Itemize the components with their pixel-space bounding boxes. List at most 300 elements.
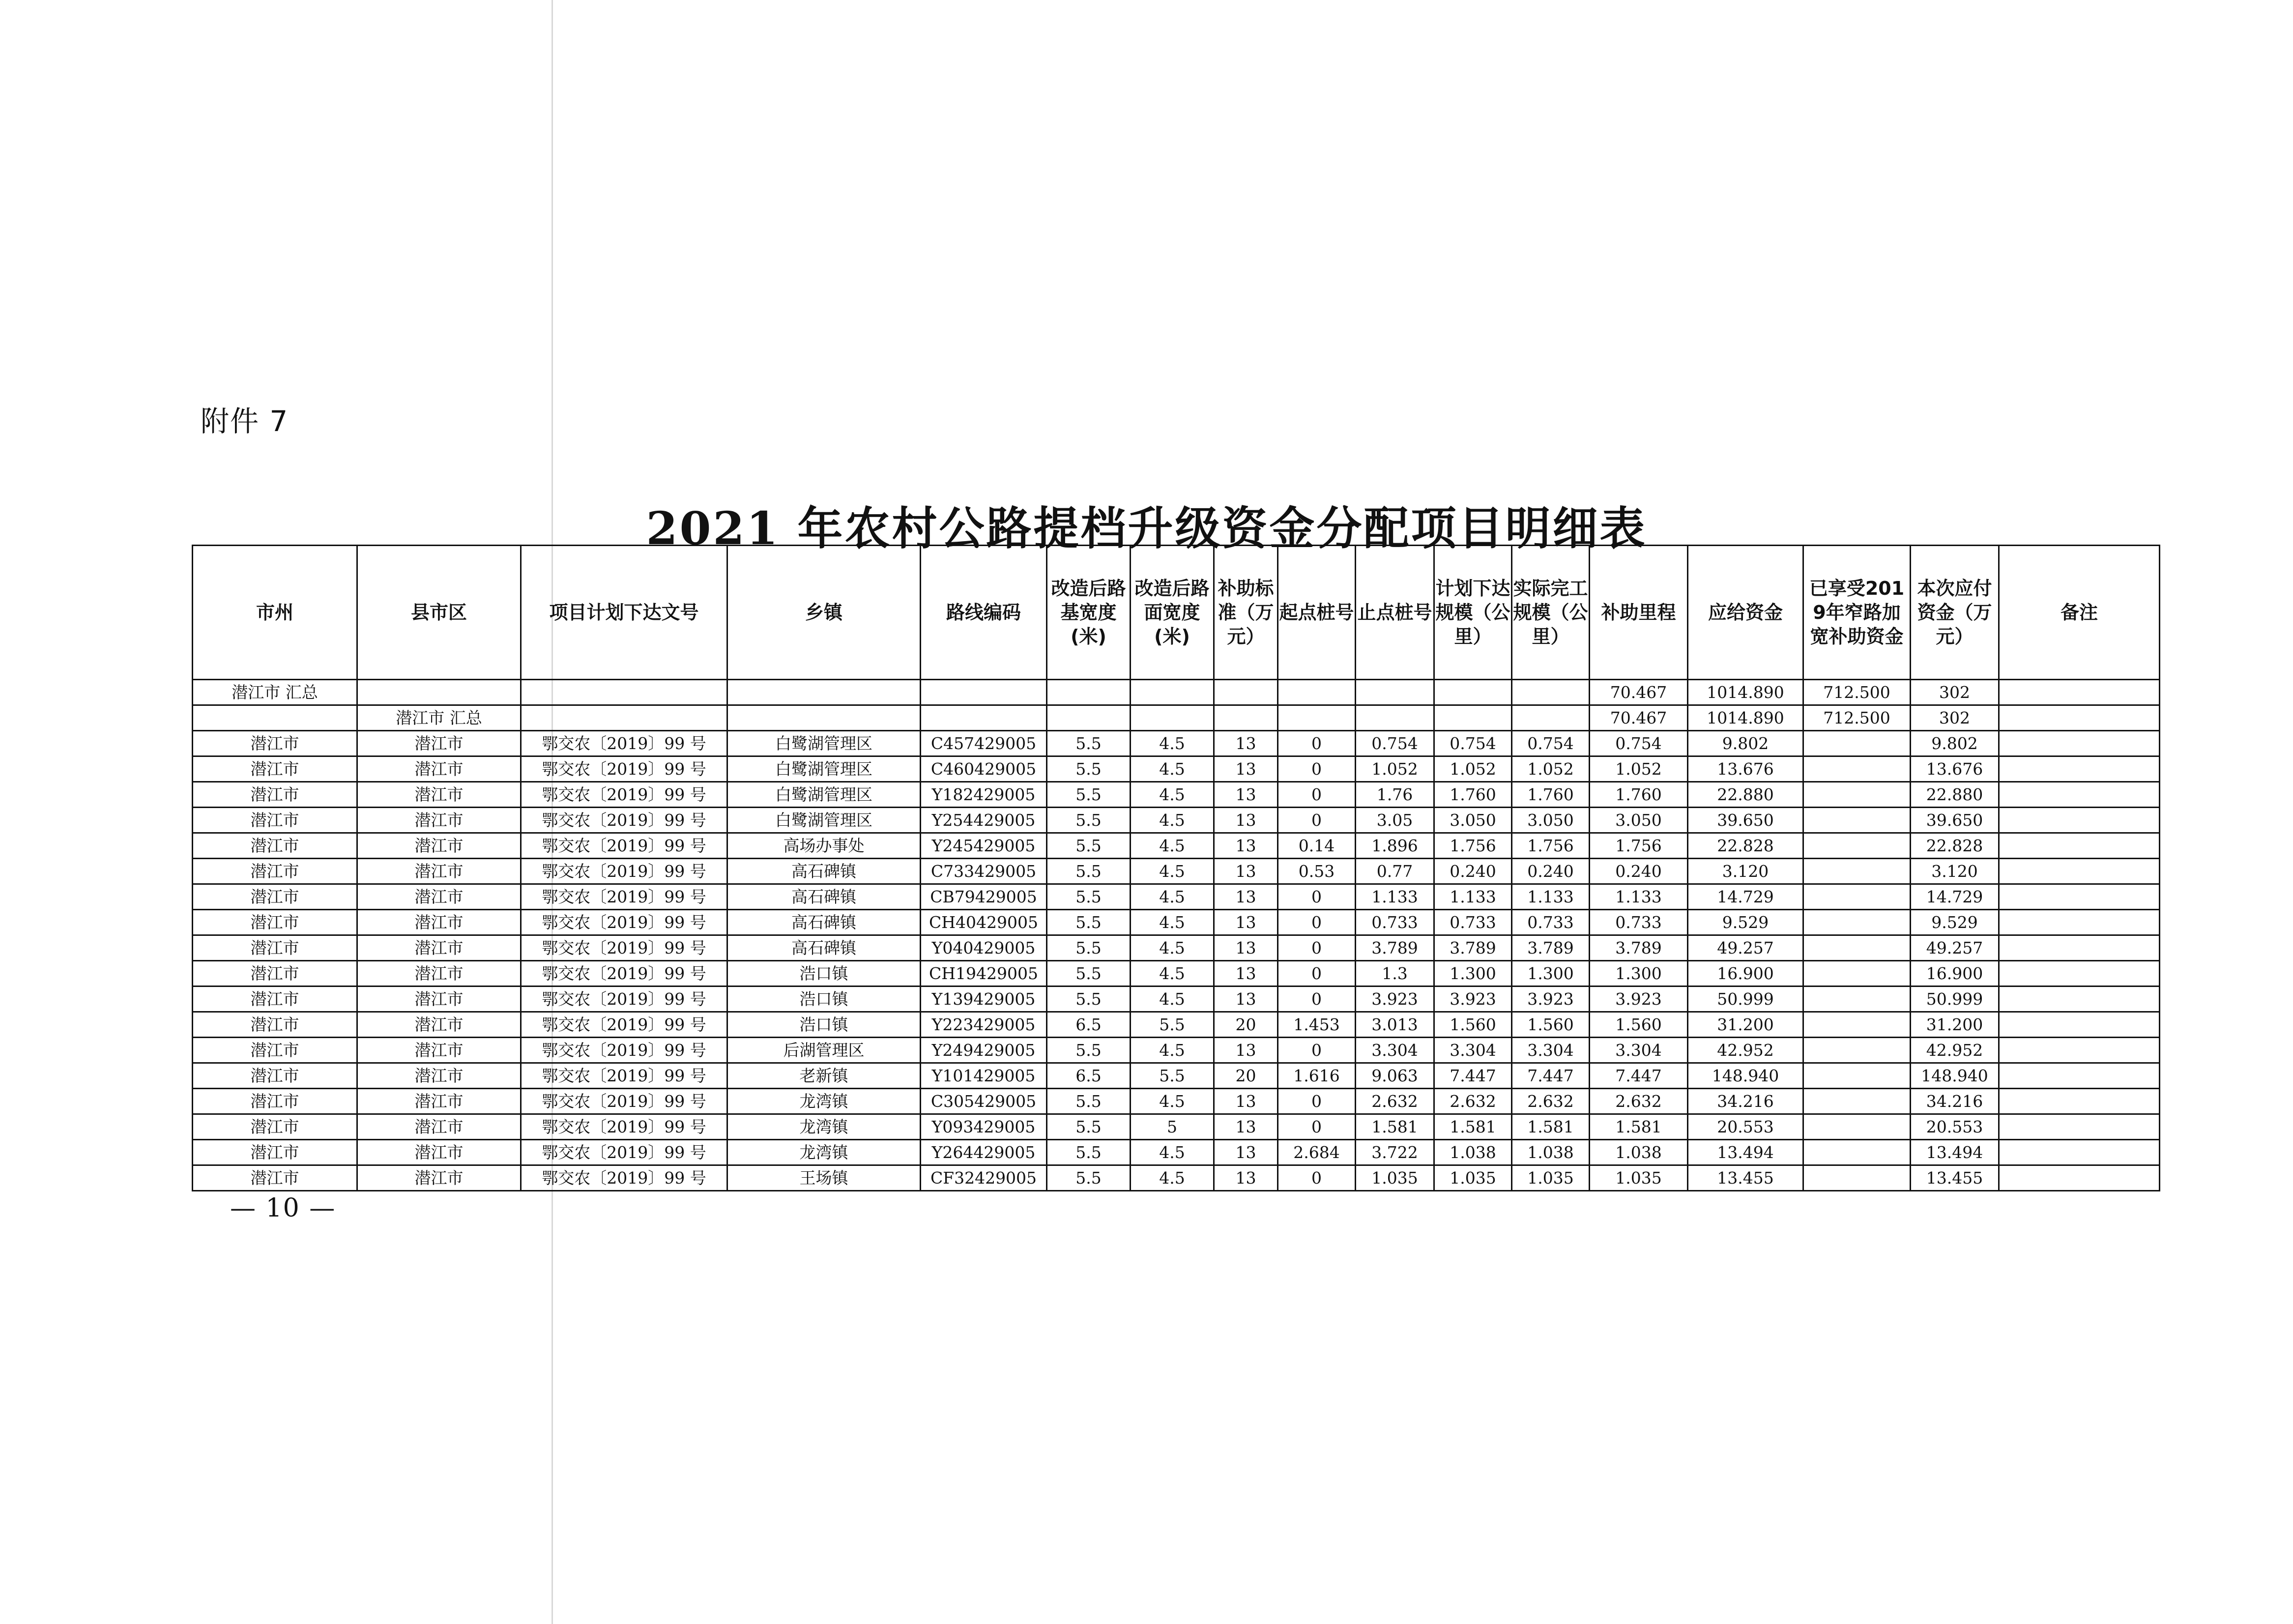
- cell-subsidy-mileage: 1.560: [1590, 1012, 1688, 1038]
- cell-completed-scale: 7.447: [1512, 1063, 1590, 1089]
- cell-subsidy-mileage: 70.467: [1590, 680, 1688, 705]
- cell-county: 潜江市: [357, 1089, 521, 1114]
- cell-pavement-width: [1131, 680, 1214, 705]
- table-row: [193, 859, 2160, 884]
- cell-entitled-funds: 1014.890: [1688, 705, 1803, 731]
- cell-plan-document: 鄂交农〔2019〕99 号: [521, 1012, 727, 1038]
- cell-entitled-funds: 22.828: [1688, 833, 1803, 859]
- cell-start-stake: 0: [1278, 1038, 1356, 1063]
- cell-planned-scale: 0.733: [1434, 910, 1512, 935]
- cell-payable-funds: 22.880: [1911, 782, 1999, 808]
- cell-payable-funds: 14.729: [1911, 884, 1999, 910]
- cell-completed-scale: 0.733: [1512, 910, 1590, 935]
- cell-county: 潜江市: [357, 1165, 521, 1191]
- cell-subsidy-mileage: 3.923: [1590, 986, 1688, 1012]
- cell-plan-document: [521, 705, 727, 731]
- cell-remarks: [1999, 935, 2160, 961]
- cell-roadbed-width: 5.5: [1047, 1165, 1131, 1191]
- header-pavement-width: 改造后路面宽度(米): [1131, 546, 1214, 680]
- cell-end-stake: 3.304: [1356, 1038, 1434, 1063]
- cell-roadbed-width: 5.5: [1047, 884, 1131, 910]
- cell-entitled-funds: 20.553: [1688, 1114, 1803, 1140]
- cell-city: 潜江市: [193, 1063, 357, 1089]
- cell-township: 龙湾镇: [727, 1114, 921, 1140]
- table-row: [193, 782, 2160, 808]
- cell-planned-scale: 1.760: [1434, 782, 1512, 808]
- cell-subsidy-standard: 13: [1214, 808, 1278, 833]
- cell-subsidy-standard: 13: [1214, 884, 1278, 910]
- document-title: 2021 年农村公路提档升级资金分配项目明细表: [646, 502, 1647, 555]
- cell-payable-funds: 9.802: [1911, 731, 1999, 756]
- page-number: — 10 —: [230, 1193, 336, 1223]
- cell-prior-subsidy: [1803, 731, 1911, 756]
- cell-county: 潜江市: [357, 1114, 521, 1140]
- cell-entitled-funds: 22.880: [1688, 782, 1803, 808]
- header-remarks: 备注: [1999, 546, 2160, 680]
- attachment-label: 附件 7: [201, 405, 289, 438]
- cell-payable-funds: 302: [1911, 680, 1999, 705]
- cell-roadbed-width: 6.5: [1047, 1063, 1131, 1089]
- header-county: 县市区: [357, 546, 521, 680]
- cell-roadbed-width: 5.5: [1047, 1140, 1131, 1165]
- cell-pavement-width: 4.5: [1131, 808, 1214, 833]
- cell-prior-subsidy: [1803, 910, 1911, 935]
- cell-pavement-width: 4.5: [1131, 782, 1214, 808]
- cell-planned-scale: [1434, 680, 1512, 705]
- cell-prior-subsidy: 712.500: [1803, 680, 1911, 705]
- cell-entitled-funds: 16.900: [1688, 961, 1803, 986]
- cell-city: 潜江市: [193, 910, 357, 935]
- cell-payable-funds: 20.553: [1911, 1114, 1999, 1140]
- cell-completed-scale: 1.035: [1512, 1165, 1590, 1191]
- cell-plan-document: 鄂交农〔2019〕99 号: [521, 986, 727, 1012]
- cell-township: 龙湾镇: [727, 1140, 921, 1165]
- header-city: 市州: [193, 546, 357, 680]
- cell-county: 潜江市: [357, 986, 521, 1012]
- cell-township: [727, 680, 921, 705]
- cell-remarks: [1999, 1140, 2160, 1165]
- cell-payable-funds: 22.828: [1911, 833, 1999, 859]
- cell-prior-subsidy: [1803, 1114, 1911, 1140]
- cell-route-code: Y223429005: [921, 1012, 1047, 1038]
- table-row: [193, 1089, 2160, 1114]
- cell-remarks: [1999, 1165, 2160, 1191]
- cell-plan-document: 鄂交农〔2019〕99 号: [521, 756, 727, 782]
- cell-remarks: [1999, 731, 2160, 756]
- cell-prior-subsidy: [1803, 1038, 1911, 1063]
- cell-city: 潜江市: [193, 884, 357, 910]
- cell-city: 潜江市 汇总: [193, 680, 357, 705]
- cell-end-stake: 0.77: [1356, 859, 1434, 884]
- cell-subsidy-standard: 13: [1214, 1089, 1278, 1114]
- cell-prior-subsidy: [1803, 1012, 1911, 1038]
- table-row: [193, 833, 2160, 859]
- cell-payable-funds: 50.999: [1911, 986, 1999, 1012]
- cell-subsidy-standard: 13: [1214, 935, 1278, 961]
- cell-completed-scale: 1.760: [1512, 782, 1590, 808]
- cell-completed-scale: 3.789: [1512, 935, 1590, 961]
- cell-county: 潜江市: [357, 935, 521, 961]
- header-completed-scale: 实际完工规模（公里）: [1512, 546, 1590, 680]
- cell-end-stake: 1.896: [1356, 833, 1434, 859]
- cell-county: 潜江市: [357, 731, 521, 756]
- cell-subsidy-standard: 13: [1214, 782, 1278, 808]
- cell-remarks: [1999, 1063, 2160, 1089]
- cell-subsidy-mileage: 0.240: [1590, 859, 1688, 884]
- cell-roadbed-width: 5.5: [1047, 756, 1131, 782]
- cell-city: 潜江市: [193, 833, 357, 859]
- cell-end-stake: [1356, 680, 1434, 705]
- cell-start-stake: 0: [1278, 1089, 1356, 1114]
- cell-roadbed-width: [1047, 680, 1131, 705]
- cell-township: 高场办事处: [727, 833, 921, 859]
- cell-route-code: Y093429005: [921, 1114, 1047, 1140]
- cell-payable-funds: 31.200: [1911, 1012, 1999, 1038]
- cell-route-code: Y040429005: [921, 935, 1047, 961]
- cell-end-stake: 2.632: [1356, 1089, 1434, 1114]
- cell-end-stake: 1.133: [1356, 884, 1434, 910]
- cell-completed-scale: [1512, 705, 1590, 731]
- cell-county: 潜江市: [357, 1063, 521, 1089]
- cell-county: [357, 680, 521, 705]
- cell-subsidy-standard: 13: [1214, 833, 1278, 859]
- cell-completed-scale: 1.581: [1512, 1114, 1590, 1140]
- cell-county: 潜江市: [357, 961, 521, 986]
- cell-start-stake: 0.53: [1278, 859, 1356, 884]
- cell-township: 白鹭湖管理区: [727, 731, 921, 756]
- cell-city: 潜江市: [193, 1140, 357, 1165]
- cell-remarks: [1999, 680, 2160, 705]
- cell-plan-document: 鄂交农〔2019〕99 号: [521, 731, 727, 756]
- cell-township: 老新镇: [727, 1063, 921, 1089]
- cell-payable-funds: 302: [1911, 705, 1999, 731]
- cell-route-code: C457429005: [921, 731, 1047, 756]
- cell-end-stake: [1356, 705, 1434, 731]
- cell-remarks: [1999, 782, 2160, 808]
- cell-county: 潜江市: [357, 833, 521, 859]
- header-subsidy-standard: 补助标准（万元）: [1214, 546, 1278, 680]
- cell-entitled-funds: 9.802: [1688, 731, 1803, 756]
- cell-township: 高石碑镇: [727, 859, 921, 884]
- header-planned-scale: 计划下达规模（公里）: [1434, 546, 1512, 680]
- cell-prior-subsidy: [1803, 859, 1911, 884]
- cell-planned-scale: 1.581: [1434, 1114, 1512, 1140]
- cell-route-code: CH19429005: [921, 961, 1047, 986]
- cell-start-stake: 0: [1278, 1114, 1356, 1140]
- cell-entitled-funds: 34.216: [1688, 1089, 1803, 1114]
- cell-planned-scale: 3.923: [1434, 986, 1512, 1012]
- header-start-stake: 起点桩号: [1278, 546, 1356, 680]
- cell-route-code: Y264429005: [921, 1140, 1047, 1165]
- cell-payable-funds: 39.650: [1911, 808, 1999, 833]
- cell-subsidy-mileage: 70.467: [1590, 705, 1688, 731]
- cell-subsidy-mileage: 3.789: [1590, 935, 1688, 961]
- cell-pavement-width: 4.5: [1131, 1089, 1214, 1114]
- cell-city: 潜江市: [193, 782, 357, 808]
- cell-route-code: [921, 705, 1047, 731]
- cell-planned-scale: 1.052: [1434, 756, 1512, 782]
- cell-subsidy-standard: [1214, 680, 1278, 705]
- cell-route-code: Y139429005: [921, 986, 1047, 1012]
- cell-pavement-width: 5.5: [1131, 1012, 1214, 1038]
- cell-subsidy-mileage: 3.050: [1590, 808, 1688, 833]
- cell-pavement-width: 5: [1131, 1114, 1214, 1140]
- cell-city: 潜江市: [193, 1114, 357, 1140]
- cell-completed-scale: 2.632: [1512, 1089, 1590, 1114]
- cell-subsidy-mileage: 1.038: [1590, 1140, 1688, 1165]
- cell-planned-scale: 0.240: [1434, 859, 1512, 884]
- cell-start-stake: [1278, 680, 1356, 705]
- cell-township: 龙湾镇: [727, 1089, 921, 1114]
- cell-entitled-funds: 42.952: [1688, 1038, 1803, 1063]
- cell-plan-document: 鄂交农〔2019〕99 号: [521, 1114, 727, 1140]
- cell-county: 潜江市: [357, 859, 521, 884]
- cell-end-stake: 3.013: [1356, 1012, 1434, 1038]
- table-row: [193, 1012, 2160, 1038]
- cell-end-stake: 1.052: [1356, 756, 1434, 782]
- cell-planned-scale: 7.447: [1434, 1063, 1512, 1089]
- cell-county: 潜江市: [357, 1038, 521, 1063]
- cell-end-stake: 3.923: [1356, 986, 1434, 1012]
- cell-county: 潜江市: [357, 1140, 521, 1165]
- cell-subsidy-standard: 13: [1214, 1114, 1278, 1140]
- cell-planned-scale: 0.754: [1434, 731, 1512, 756]
- cell-plan-document: 鄂交农〔2019〕99 号: [521, 1038, 727, 1063]
- cell-planned-scale: 1.038: [1434, 1140, 1512, 1165]
- cell-entitled-funds: 13.494: [1688, 1140, 1803, 1165]
- cell-prior-subsidy: [1803, 935, 1911, 961]
- cell-remarks: [1999, 986, 2160, 1012]
- cell-end-stake: 3.722: [1356, 1140, 1434, 1165]
- cell-end-stake: 1.3: [1356, 961, 1434, 986]
- cell-entitled-funds: 31.200: [1688, 1012, 1803, 1038]
- cell-plan-document: 鄂交农〔2019〕99 号: [521, 884, 727, 910]
- header-subsidy-mileage: 补助里程: [1590, 546, 1688, 680]
- cell-plan-document: 鄂交农〔2019〕99 号: [521, 935, 727, 961]
- cell-payable-funds: 13.455: [1911, 1165, 1999, 1191]
- cell-roadbed-width: [1047, 705, 1131, 731]
- cell-roadbed-width: 5.5: [1047, 986, 1131, 1012]
- cell-plan-document: 鄂交农〔2019〕99 号: [521, 782, 727, 808]
- cell-subsidy-standard: 20: [1214, 1012, 1278, 1038]
- cell-county: 潜江市: [357, 756, 521, 782]
- cell-roadbed-width: 6.5: [1047, 1012, 1131, 1038]
- cell-subsidy-mileage: 1.756: [1590, 833, 1688, 859]
- cell-entitled-funds: 9.529: [1688, 910, 1803, 935]
- cell-payable-funds: 9.529: [1911, 910, 1999, 935]
- table-row: [193, 910, 2160, 935]
- cell-planned-scale: 1.756: [1434, 833, 1512, 859]
- header-payable-funds: 本次应付资金（万元）: [1911, 546, 1999, 680]
- cell-start-stake: 0: [1278, 731, 1356, 756]
- cell-subsidy-mileage: 2.632: [1590, 1089, 1688, 1114]
- cell-start-stake: 0: [1278, 782, 1356, 808]
- cell-remarks: [1999, 1038, 2160, 1063]
- table-row: [193, 986, 2160, 1012]
- cell-route-code: CH40429005: [921, 910, 1047, 935]
- cell-pavement-width: 4.5: [1131, 986, 1214, 1012]
- cell-route-code: C733429005: [921, 859, 1047, 884]
- table-header-row: [193, 546, 2160, 680]
- cell-end-stake: 3.05: [1356, 808, 1434, 833]
- cell-end-stake: 3.789: [1356, 935, 1434, 961]
- cell-subsidy-mileage: 1.035: [1590, 1165, 1688, 1191]
- table-row: [193, 1063, 2160, 1089]
- cell-payable-funds: 13.676: [1911, 756, 1999, 782]
- cell-roadbed-width: 5.5: [1047, 910, 1131, 935]
- cell-completed-scale: 3.050: [1512, 808, 1590, 833]
- cell-completed-scale: 1.300: [1512, 961, 1590, 986]
- cell-city: 潜江市: [193, 756, 357, 782]
- cell-city: 潜江市: [193, 986, 357, 1012]
- cell-prior-subsidy: [1803, 1063, 1911, 1089]
- cell-county: 潜江市: [357, 782, 521, 808]
- cell-entitled-funds: 148.940: [1688, 1063, 1803, 1089]
- cell-roadbed-width: 5.5: [1047, 731, 1131, 756]
- cell-payable-funds: 16.900: [1911, 961, 1999, 986]
- cell-plan-document: 鄂交农〔2019〕99 号: [521, 961, 727, 986]
- cell-start-stake: 0: [1278, 961, 1356, 986]
- cell-county: 潜江市: [357, 808, 521, 833]
- cell-pavement-width: 4.5: [1131, 859, 1214, 884]
- cell-subsidy-mileage: 1.133: [1590, 884, 1688, 910]
- cell-roadbed-width: 5.5: [1047, 859, 1131, 884]
- cell-city: 潜江市: [193, 1038, 357, 1063]
- cell-completed-scale: 1.052: [1512, 756, 1590, 782]
- cell-pavement-width: 5.5: [1131, 1063, 1214, 1089]
- cell-subsidy-standard: 13: [1214, 1038, 1278, 1063]
- cell-subsidy-mileage: 7.447: [1590, 1063, 1688, 1089]
- cell-start-stake: 1.453: [1278, 1012, 1356, 1038]
- cell-entitled-funds: 3.120: [1688, 859, 1803, 884]
- cell-route-code: [921, 680, 1047, 705]
- table-row: [193, 1114, 2160, 1140]
- cell-pavement-width: 4.5: [1131, 884, 1214, 910]
- cell-start-stake: 0.14: [1278, 833, 1356, 859]
- cell-roadbed-width: 5.5: [1047, 782, 1131, 808]
- cell-county: 潜江市: [357, 1012, 521, 1038]
- cell-completed-scale: 0.754: [1512, 731, 1590, 756]
- table-body: [193, 680, 2160, 1191]
- cell-city: 潜江市: [193, 961, 357, 986]
- table-row: [193, 808, 2160, 833]
- cell-prior-subsidy: [1803, 833, 1911, 859]
- header-township: 乡镇: [727, 546, 921, 680]
- cell-payable-funds: 13.494: [1911, 1140, 1999, 1165]
- cell-entitled-funds: 13.455: [1688, 1165, 1803, 1191]
- cell-subsidy-standard: 13: [1214, 859, 1278, 884]
- cell-remarks: [1999, 961, 2160, 986]
- cell-township: 白鹭湖管理区: [727, 782, 921, 808]
- cell-completed-scale: 3.923: [1512, 986, 1590, 1012]
- cell-planned-scale: 3.789: [1434, 935, 1512, 961]
- cell-subsidy-mileage: 3.304: [1590, 1038, 1688, 1063]
- header-prior-subsidy: 已享受2019年窄路加宽补助资金: [1803, 546, 1911, 680]
- cell-township: 高石碑镇: [727, 910, 921, 935]
- cell-prior-subsidy: [1803, 808, 1911, 833]
- cell-prior-subsidy: [1803, 1089, 1911, 1114]
- cell-start-stake: 0: [1278, 935, 1356, 961]
- cell-city: 潜江市: [193, 731, 357, 756]
- cell-roadbed-width: 5.5: [1047, 935, 1131, 961]
- cell-remarks: [1999, 1089, 2160, 1114]
- header-route-code: 路线编码: [921, 546, 1047, 680]
- cell-roadbed-width: 5.5: [1047, 808, 1131, 833]
- cell-remarks: [1999, 1114, 2160, 1140]
- cell-start-stake: 0: [1278, 1165, 1356, 1191]
- cell-city: 潜江市: [193, 808, 357, 833]
- table-row: [193, 731, 2160, 756]
- cell-end-stake: 0.754: [1356, 731, 1434, 756]
- cell-planned-scale: 1.035: [1434, 1165, 1512, 1191]
- cell-roadbed-width: 5.5: [1047, 1089, 1131, 1114]
- cell-roadbed-width: 5.5: [1047, 833, 1131, 859]
- cell-route-code: CB79429005: [921, 884, 1047, 910]
- cell-pavement-width: 4.5: [1131, 1165, 1214, 1191]
- cell-start-stake: [1278, 705, 1356, 731]
- cell-start-stake: 0: [1278, 808, 1356, 833]
- cell-entitled-funds: 39.650: [1688, 808, 1803, 833]
- cell-roadbed-width: 5.5: [1047, 1114, 1131, 1140]
- table-row: [193, 1165, 2160, 1191]
- cell-township: 浩口镇: [727, 986, 921, 1012]
- cell-planned-scale: 2.632: [1434, 1089, 1512, 1114]
- cell-township: 王场镇: [727, 1165, 921, 1191]
- cell-subsidy-standard: 13: [1214, 1165, 1278, 1191]
- cell-start-stake: 0: [1278, 986, 1356, 1012]
- cell-city: 潜江市: [193, 859, 357, 884]
- cell-prior-subsidy: [1803, 986, 1911, 1012]
- cell-township: 白鹭湖管理区: [727, 756, 921, 782]
- cell-entitled-funds: 14.729: [1688, 884, 1803, 910]
- cell-completed-scale: 0.240: [1512, 859, 1590, 884]
- cell-township: 高石碑镇: [727, 935, 921, 961]
- cell-prior-subsidy: 712.500: [1803, 705, 1911, 731]
- cell-subsidy-mileage: 0.754: [1590, 731, 1688, 756]
- header-plan-document: 项目计划下达文号: [521, 546, 727, 680]
- cell-end-stake: 1.76: [1356, 782, 1434, 808]
- summary-row: [193, 705, 2160, 731]
- cell-start-stake: 1.616: [1278, 1063, 1356, 1089]
- cell-plan-document: 鄂交农〔2019〕99 号: [521, 1063, 727, 1089]
- cell-subsidy-mileage: 0.733: [1590, 910, 1688, 935]
- cell-route-code: CF32429005: [921, 1165, 1047, 1191]
- cell-end-stake: 1.581: [1356, 1114, 1434, 1140]
- cell-plan-document: 鄂交农〔2019〕99 号: [521, 1165, 727, 1191]
- cell-pavement-width: 4.5: [1131, 731, 1214, 756]
- cell-plan-document: 鄂交农〔2019〕99 号: [521, 808, 727, 833]
- cell-prior-subsidy: [1803, 756, 1911, 782]
- cell-route-code: Y101429005: [921, 1063, 1047, 1089]
- cell-roadbed-width: 5.5: [1047, 1038, 1131, 1063]
- cell-pavement-width: 4.5: [1131, 833, 1214, 859]
- cell-plan-document: 鄂交农〔2019〕99 号: [521, 833, 727, 859]
- cell-entitled-funds: 13.676: [1688, 756, 1803, 782]
- cell-route-code: Y245429005: [921, 833, 1047, 859]
- cell-remarks: [1999, 833, 2160, 859]
- summary-row: [193, 680, 2160, 705]
- cell-payable-funds: 34.216: [1911, 1089, 1999, 1114]
- cell-remarks: [1999, 859, 2160, 884]
- cell-remarks: [1999, 808, 2160, 833]
- cell-township: [727, 705, 921, 731]
- cell-payable-funds: 42.952: [1911, 1038, 1999, 1063]
- cell-route-code: Y249429005: [921, 1038, 1047, 1063]
- cell-entitled-funds: 49.257: [1688, 935, 1803, 961]
- cell-plan-document: [521, 680, 727, 705]
- cell-remarks: [1999, 910, 2160, 935]
- cell-township: 浩口镇: [727, 961, 921, 986]
